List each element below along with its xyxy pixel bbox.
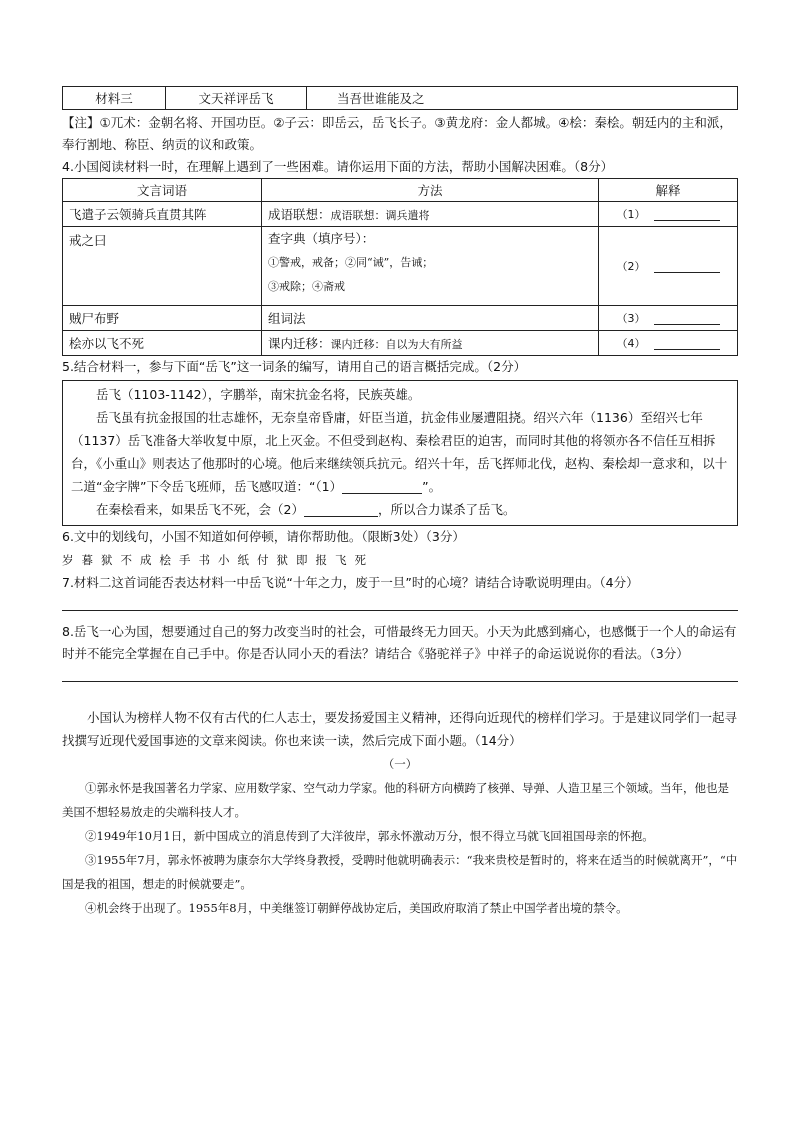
- passage-paragraph-3: ③1955年7月，郭永怀被聘为康奈尔大学终身教授，受聘时他就明确表示：“我来贵校是暂时的，将来在适当的时候就离开”，“中国是我的祖国，想走的时候就要走”。: [62, 853, 738, 891]
- passage-paragraph-1: ①郭永怀是我国著名力学家、应用数学家、空气动力学家。他的科研方向横跨了核弹、导弹、人造卫星三个领域。当年，他也是美国不想轻易放走的尖端科技人才。: [62, 781, 729, 819]
- q4-header-method: 方法: [262, 179, 599, 202]
- table-row: [63, 331, 738, 356]
- answer-blank[interactable]: [654, 262, 720, 273]
- q4-answer-3[interactable]: （3）: [599, 306, 738, 331]
- table-row: [63, 227, 738, 306]
- entry-paragraph-1: 岳飞（1103-1142），字鹏举，南宋抗金名将，民族英雄。: [96, 387, 421, 402]
- answer-line[interactable]: [62, 671, 738, 682]
- q4-method: 课内迁移：课内迁移：自以为大有所益: [262, 331, 599, 356]
- question-4-stem: 4.小国阅读材料一时，在理解上遇到了一些困难。请你运用下面的方法，帮助小国解决困难。（8分）: [62, 159, 614, 174]
- q4-method: [262, 227, 599, 306]
- q4-method-line: 查字典（填序号）：: [268, 231, 375, 246]
- q4-method: 组词法: [262, 306, 599, 331]
- material3-row: [63, 87, 738, 110]
- material3-content: 当吾世谁能及之: [307, 87, 738, 110]
- section-label: （一）: [382, 757, 418, 771]
- table-row: [63, 202, 738, 227]
- table-row: [63, 306, 738, 331]
- q4-method: 成语联想：成语联想：调兵遣将: [262, 202, 599, 227]
- question-6-sentence: 岁暮狱不成桧手书小纸付狱即报飞死: [62, 553, 374, 567]
- question-7-stem: 7.材料二这首词能否表达材料一中岳飞说“十年之力，废于一旦”时的心境？请结合诗歌说明理由。（4分）: [62, 575, 639, 590]
- entry-box: [62, 380, 738, 526]
- q4-method-text: 课内迁移：自以为大有所益: [330, 338, 463, 351]
- answer-blank[interactable]: [654, 210, 720, 221]
- q4-header-row: [63, 179, 738, 202]
- answer-blank[interactable]: [654, 339, 720, 350]
- material3-title: 文天祥评岳飞: [166, 87, 307, 110]
- passage-paragraph-2: ②1949年10月1日，新中国成立的消息传到了大洋彼岸，郭永怀激动万分，恨不得立马就飞回祖国母亲的怀抱。: [85, 829, 654, 843]
- question-8-stem: 8.岳飞一心为国，想要通过自己的努力改变当时的社会，可惜最终无力回天。小天为此感到痛心，也感慨于一个人的命运有时并不能完全掌握在自己手中。你是否认同小天的看法？请结合《骆驼祥子》中祥子的命运说说你的看法。（3分）: [62, 624, 737, 661]
- question-4-table: [62, 178, 738, 356]
- answer-blank[interactable]: [654, 314, 720, 325]
- entry-paragraph-2: 岳飞虽有抗金报国的壮志雄怀，无奈皇帝昏庸，奸臣当道，抗金伟业屡遭阻挠。绍兴六年（1136）至绍兴七年（1137）岳飞准备大举收复中原，北上灭金。不但受到赵构、秦桧君臣的迫害，而同时其他的将领亦各不信任互相拆台，《小重山》则表达了他那时的心境。他后来继续领兵抗元。绍兴十年，岳飞挥师北伐，赵构、秦桧却一意求和，以十二道“金字牌”下令岳飞班师，岳飞感叹道：“（1） ”。: [71, 410, 728, 494]
- q4-word: 桧亦以飞不死: [63, 331, 262, 356]
- answer-line[interactable]: [62, 600, 738, 611]
- footnote: 【注】①兀术：金朝名将、开国功臣。②子云：即岳云，岳飞长子。③黄龙府：金人都城。④桧：秦桧。朝廷内的主和派，奉行割地、称臣、纳贡的议和政策。: [62, 115, 732, 152]
- q4-answer-1[interactable]: （1）: [599, 202, 738, 227]
- reading-intro: 小国认为榜样人物不仅有古代的仁人志士，要发扬爱国主义精神，还得向近现代的榜样们学习。于是建议同学们一起寻找撰写近现代爱国事迹的文章来阅读。你也来读一读，然后完成下面小题。（14分）: [62, 710, 738, 748]
- exam-page: [62, 86, 738, 920]
- q4-word: 飞遣子云领骑兵直贯其阵: [63, 202, 262, 227]
- q4-answer-2[interactable]: （2）: [599, 227, 738, 306]
- answer-blank[interactable]: [342, 481, 422, 494]
- q4-method-line: ③戒除；④斋戒: [268, 280, 345, 293]
- q4-header-word: 文言词语: [63, 179, 262, 202]
- material3-table: [62, 86, 738, 110]
- question-5-stem: 5.结合材料一，参与下面“岳飞”这一词条的编写，请用自己的语言概括完成。（2分）: [62, 359, 527, 374]
- q4-word: 戒之曰: [63, 227, 262, 306]
- answer-blank[interactable]: [304, 504, 378, 517]
- entry-paragraph-3: 在秦桧看来，如果岳飞不死，会（2） ，所以合力谋杀了岳飞。: [96, 502, 516, 517]
- q4-answer-4[interactable]: （4）: [599, 331, 738, 356]
- passage-paragraph-4: ④机会终于出现了。1955年8月，中美继签订朝鲜停战协定后，美国政府取消了禁止中国学者出境的禁令。: [85, 901, 628, 915]
- q4-method-line: ①警戒，戒备；②同“诫”，告诫；: [268, 256, 434, 269]
- question-6-stem: 6.文中的划线句，小国不知道如何停顿，请你帮助他。（限断3处）（3分）: [62, 529, 465, 544]
- q4-word: 贼尸布野: [63, 306, 262, 331]
- q4-header-explain: 解释: [599, 179, 738, 202]
- q4-method-text: 成语联想：调兵遣将: [330, 209, 430, 222]
- material3-label: 材料三: [63, 87, 166, 110]
